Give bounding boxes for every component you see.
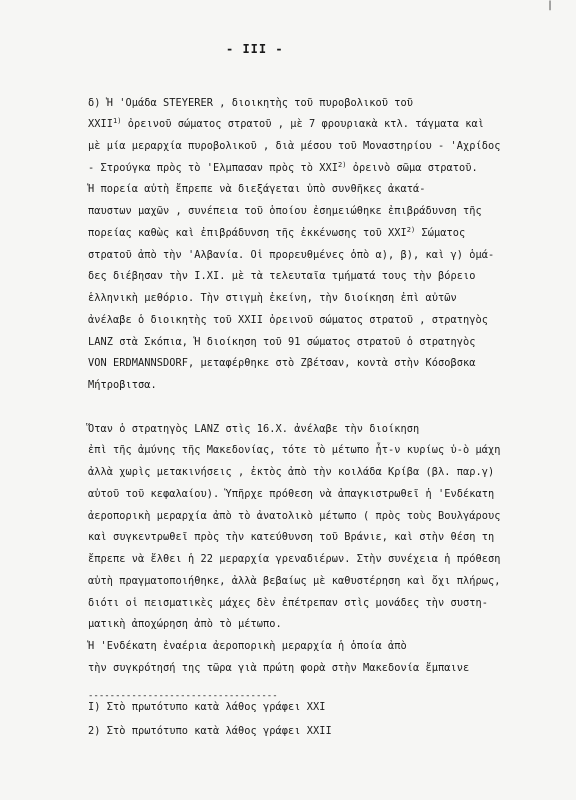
- footnote-ref: 1): [113, 117, 122, 125]
- text-line: στρατοῦ ἀπὸ τὴν 'Αλβανία. Οἱ προρευθμένες ὁπὸ α), β), καὶ γ) ὁμά-: [88, 249, 495, 261]
- text-line: ἑλληνικὴ μεθόριο. Τὴν στιγμὴ ἐκείνη, τὴν διοίκηση ἐπὶ αὐτῶν: [88, 292, 457, 304]
- footnote: 2) Στὸ πρωτότυπο κατὰ λάθος γράφει XXII: [88, 725, 332, 737]
- edge-mark: |: [547, 0, 554, 11]
- text-line: ἀλλὰ χωρὶς μετακινήσεις , ἐκτὸς ἀπὸ τὴν κοιλάδα Κρίβα (βλ. παρ.γ): [88, 466, 495, 478]
- text-line: LANZ στὰ Σκόπια, Ἡ διοίκηση τοῦ 91 σώματος στρατοῦ ὁ στρατηγὸς: [88, 336, 476, 348]
- text-line: διότι οἱ πεισματικὲς μάχες δὲν ἐπέτρεπαν στὶς μονάδες τὴν συστη-: [88, 597, 488, 609]
- text-line: Ἡ 'Ενδέκατη ἐναέρια ἀεροπορικὴ μεραρχία ἡ ὁποία ἀπὸ: [88, 640, 407, 652]
- text-line: καὶ συγκεντρωθεῖ πρὸς τὴν κατεύθυνση τοῦ Βράνιε, καὶ στὴν θέση τη: [88, 531, 495, 543]
- text-line: VON ERDMANNSDORF, μεταφέρθηκε στὸ Ζβέτσαν, κοντὰ στὴν Κόσοβσκα: [88, 357, 476, 369]
- text-line: μὲ μία μεραρχία πυροβολικοῦ , διὰ μέσου τοῦ Μοναστηρίου - 'Αχρίδος: [88, 140, 501, 152]
- text-line: ἀνέλαβε ὁ διοικητὴς τοῦ XXII ὀρεινοῦ σώματος στρατοῦ , στρατηγὸς: [88, 314, 488, 326]
- footnote-ref: 2): [337, 161, 347, 169]
- text-line: - Στρούγκα πρὸς τὸ 'Ελμπασαν πρὸς τὸ XXI$^{2)}$ ὀρεινὸ σῶμα στρατοῦ.: [88, 161, 478, 174]
- footnote-ref: 2): [406, 226, 416, 234]
- text-line: ἔπρεπε νὰ ἔλθει ἡ 22 μεραρχία γρεναδιέρων. Στὴν συνέχεια ἡ πρόθεση: [88, 553, 501, 565]
- footnote: I) Στὸ πρωτότυπο κατὰ λάθος γράφει XXI: [88, 701, 326, 713]
- text-line: παυστων μαχῶν , συνέπεια τοῦ ὁποίου ἐσημειώθηκε ἐπιβράδυνση τῆς: [88, 205, 482, 217]
- text-line: Ὅταν ὁ στρατηγὸς LANZ στὶς 16.X. ἀνέλαβε τὴν διοίκηση: [88, 423, 420, 435]
- text-line: πορείας καθὼς καὶ ἐπιβράδυνση τῆς ἐκκένωσης τοῦ XXI$^{2)}$ Σώματος: [88, 226, 466, 239]
- text-line: αὐτοῦ τοῦ κεφαλαίου). Ὑπῆρχε πρόθεση νὰ ἀπαγκιστρωθεῖ ἡ 'Ενδέκατη: [88, 488, 495, 500]
- text-line: δες διέβησαν τὴν I.XI. μὲ τὰ τελευταῖα τμήματά τους τὴν βόρειο: [88, 270, 476, 282]
- text-line: τὴν συγκρότησή της τῶρα γιὰ πρώτη φορὰ στὴν Μακεδονία ἔμπαινε: [88, 662, 470, 674]
- footnote-separator: -----------------------------------: [88, 691, 278, 701]
- text-line: Ἡ πορεία αὐτὴ ἔπρεπε νὰ διεξάγεται ὑπὸ συνθῆκες ἀκατά-: [88, 183, 426, 195]
- text-line: αὐτὴ πραγματοποιήθηκε, ἀλλὰ βεβαίως μὲ καθυστέρηση καὶ ὄχι πλήρως,: [88, 575, 501, 587]
- page-number: - III -: [226, 42, 284, 56]
- text-line: δ) Ἡ 'Ομάδα STEYERER , διοικητὴς τοῦ πυροβολικοῦ τοῦ: [88, 97, 413, 109]
- text-line: XXII$^{1)}$ ὀρεινοῦ σώματος στρατοῦ , μὲ 7 φρουριακὰ κτλ. τάγματα καὶ: [88, 117, 484, 130]
- text-line: ἀεροπορικὴ μεραρχία ἀπὸ τὸ ἀνατολικὸ μέτωπο ( πρὸς τοὺς Βουλγάρους: [88, 510, 501, 522]
- text-line: ματικὴ ἀποχώρηση ἀπὸ τὸ μέτωπο.: [88, 618, 282, 630]
- text-line: ἐπὶ τῆς ἀμύνης τῆς Μακεδονίας, τότε τὸ μέτωπο ἦτ-ν κυρίως ὑ-ὸ μάχη: [88, 444, 501, 456]
- text-line: Μήτροβιτσα.: [88, 379, 157, 391]
